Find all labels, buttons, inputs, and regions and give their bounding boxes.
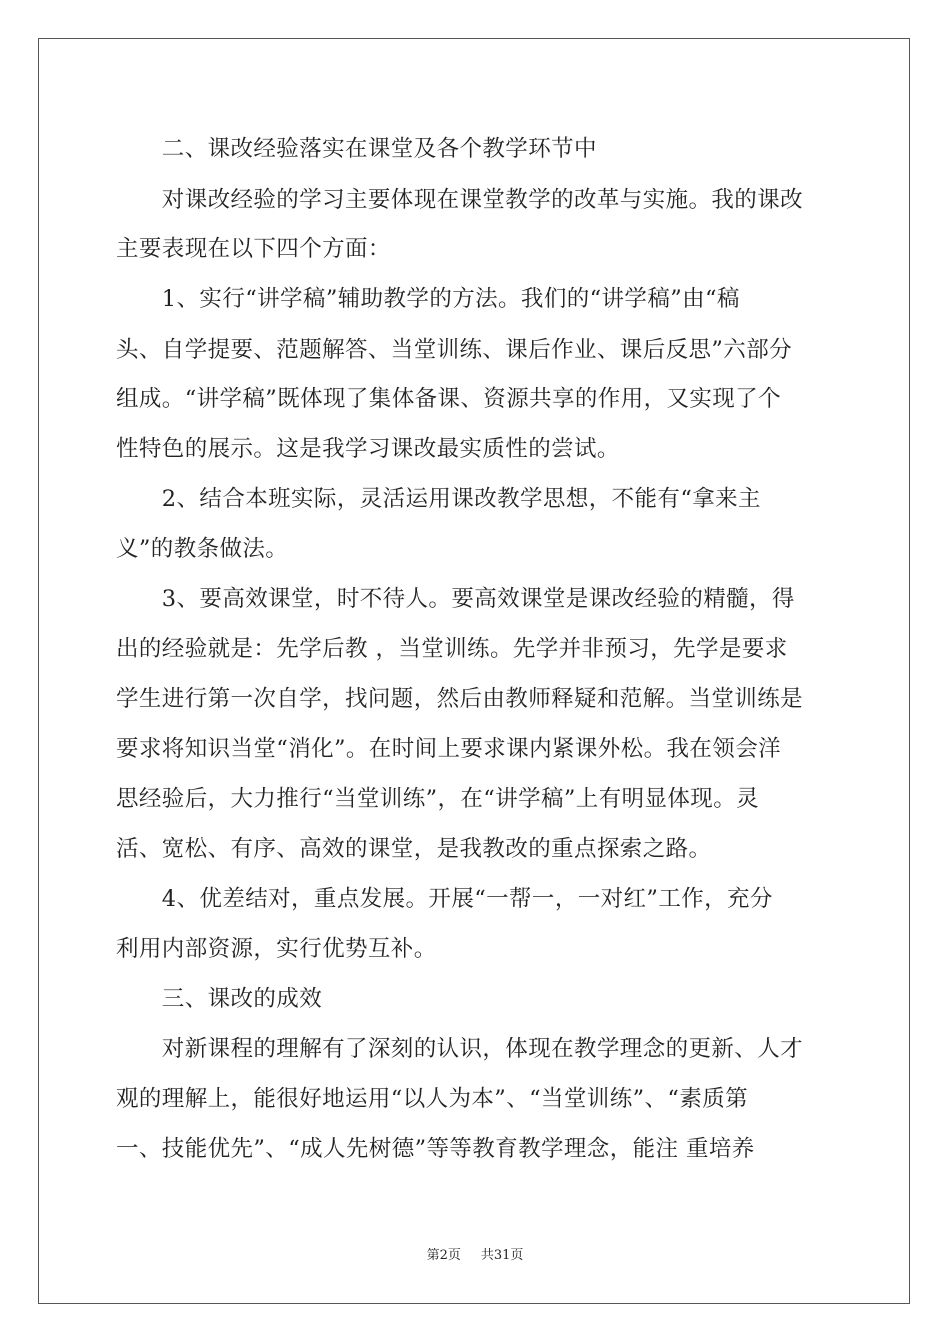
paragraph-line: 2、结合本班实际，灵活运用课改教学思想，不能有“拿来主 (116, 486, 761, 512)
paragraph-line: 3、要高效课堂，时不待人。要高效课堂是课改经验的精髓，得 (116, 586, 795, 612)
paragraph-line: 对新课程的理解有了深刻的认识，体现在教学理念的更新、人才 (116, 1036, 804, 1062)
paragraph-line: 观的理解上，能很好地运用“以人为本”、“当堂训练”、“素质第 (116, 1086, 749, 1112)
page-total: 共31页 (480, 1248, 524, 1263)
paragraph-line: 对课改经验的学习主要体现在课堂教学的改革与实施。我的课改 (116, 187, 804, 213)
paragraph-line: 头、自学提要、范题解答、当堂训练、课后作业、课后反思”六部分 (116, 337, 793, 363)
paragraph-line: 性特色的展示。这是我学习课改最实质性的尝试。 (116, 436, 620, 462)
page-border (38, 38, 910, 1304)
paragraph-line: 思经验后，大力推行“当堂训练”，在“讲学稿”上有明显体现。灵 (116, 786, 760, 812)
paragraph-line: 义”的教条做法。 (116, 536, 289, 562)
paragraph-line: 要求将知识当堂“消化”。在时间上要求课内紧课外松。我在领会洋 (116, 736, 782, 762)
paragraph-line: 活、宽松、有序、高效的课堂，是我教改的重点探索之路。 (116, 836, 712, 862)
paragraph-line: 学生进行第一次自学，找问题，然后由教师释疑和范解。当堂训练是 (116, 686, 804, 712)
paragraph-line: 出的经验就是：先学后教 ，当堂训练。先学并非预习，先学是要求 (116, 636, 788, 662)
page-footer (0, 1244, 950, 1263)
paragraph-line: 利用内部资源，实行优势互补。 (116, 936, 437, 962)
paragraph-line: 组成。“讲学稿”既体现了集体备课、资源共享的作用，又实现了个 (116, 386, 782, 412)
paragraph-line: 4、优差结对，重点发展。开展“一帮一，一对红”工作，充分 (116, 886, 773, 912)
page-number: 第2页 (426, 1248, 461, 1263)
paragraph-line: 主要表现在以下四个方面： (116, 236, 391, 262)
paragraph-line: 1、实行“讲学稿”辅助教学的方法。我们的“讲学稿”由“稿 (116, 286, 740, 312)
paragraph-line: 一、技能优先”、“成人先树德”等等教育教学理念，能注 重培养 (116, 1136, 755, 1162)
heading-section-two: 二、课改经验落实在课堂及各个教学环节中 (116, 136, 597, 162)
heading-section-three: 三、课改的成效 (116, 986, 323, 1012)
